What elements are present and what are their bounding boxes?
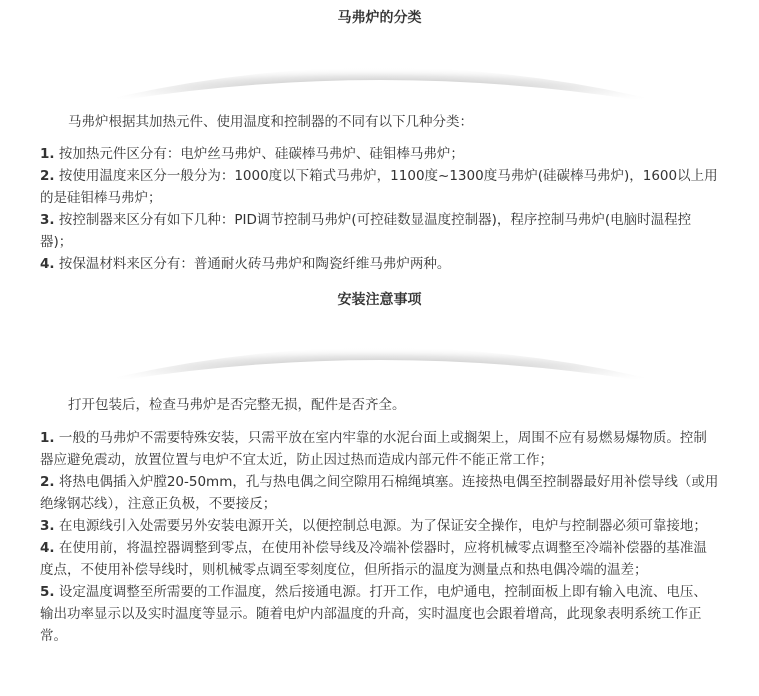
classification-list: [40, 143, 720, 275]
section-title: 马弗炉的分类: [337, 10, 422, 26]
list-item: 1. 按加热元件区分有：电炉丝马弗炉、硅碳棒马弗炉、硅钼棒马弗炉；: [40, 146, 464, 162]
section-classification: [0, 0, 759, 280]
section-title: 安装注意事项: [337, 292, 422, 308]
decorative-arc-divider: [55, 310, 705, 400]
list-item: 3. 在电源线引入处需要另外安装电源开关，以便控制总电源。为了保证安全操作，电炉与控制器必须可靠接地；: [40, 518, 707, 534]
list-item: 5. 设定温度调整至所需要的工作温度，然后接通电源。打开工作，电炉通电，控制面板上即有输入电流、电压、输出功率显示以及实时温度等显示。随着电炉内部温度的升高，实时温度也会跟着增高，此现象表明系统工作正常。: [40, 584, 707, 644]
list-item: 2. 将热电偶插入炉膛20-50mm，孔与热电偶之间空隙用石棉绳填塞。连接热电偶至控制器最好用补偿导线（或用绝缘钢芯线），注意正负极，不要接反；: [40, 474, 719, 512]
section-installation: [0, 282, 759, 696]
section-intro: 马弗炉根据其加热元件、使用温度和控制器的不同有以下几种分类：: [68, 114, 473, 130]
list-item: 4. 按保温材料来区分有：普通耐火砖马弗炉和陶瓷纤维马弗炉两种。: [40, 256, 451, 272]
decorative-arc-divider: [55, 30, 705, 120]
list-item: 4. 在使用前，将温控器调整到零点，在使用补偿导线及冷端补偿器时，应将机械零点调整至冷端补偿器的基准温度点，不使用补偿导线时，则机械零点调至零刻度位，但所指示的温度为测量点和热电偶冷端的温差；: [40, 540, 707, 578]
list-item: 1. 一般的马弗炉不需要特殊安装，只需平放在室内牢靠的水泥台面上或搁架上，周围不应有易燃易爆物质。控制器应避免震动，放置位置与电炉不宜太近，防止因过热而造成内部元件不能正常工作；: [40, 430, 707, 468]
section-intro: 打开包装后，检查马弗炉是否完整无损，配件是否齐全。: [68, 397, 406, 413]
list-item: 3. 按控制器来区分有如下几种：PID调节控制马弗炉(可控硅数显温度控制器)，程序控制马弗炉(电脑时温程控器)；: [40, 212, 692, 250]
list-item: 2. 按使用温度来区分一般分为：1000度以下箱式马弗炉，1100度~1300度马弗炉(硅碳棒马弗炉)，1600以上用的是硅钼棒马弗炉；: [40, 168, 718, 206]
installation-list: [40, 427, 720, 647]
